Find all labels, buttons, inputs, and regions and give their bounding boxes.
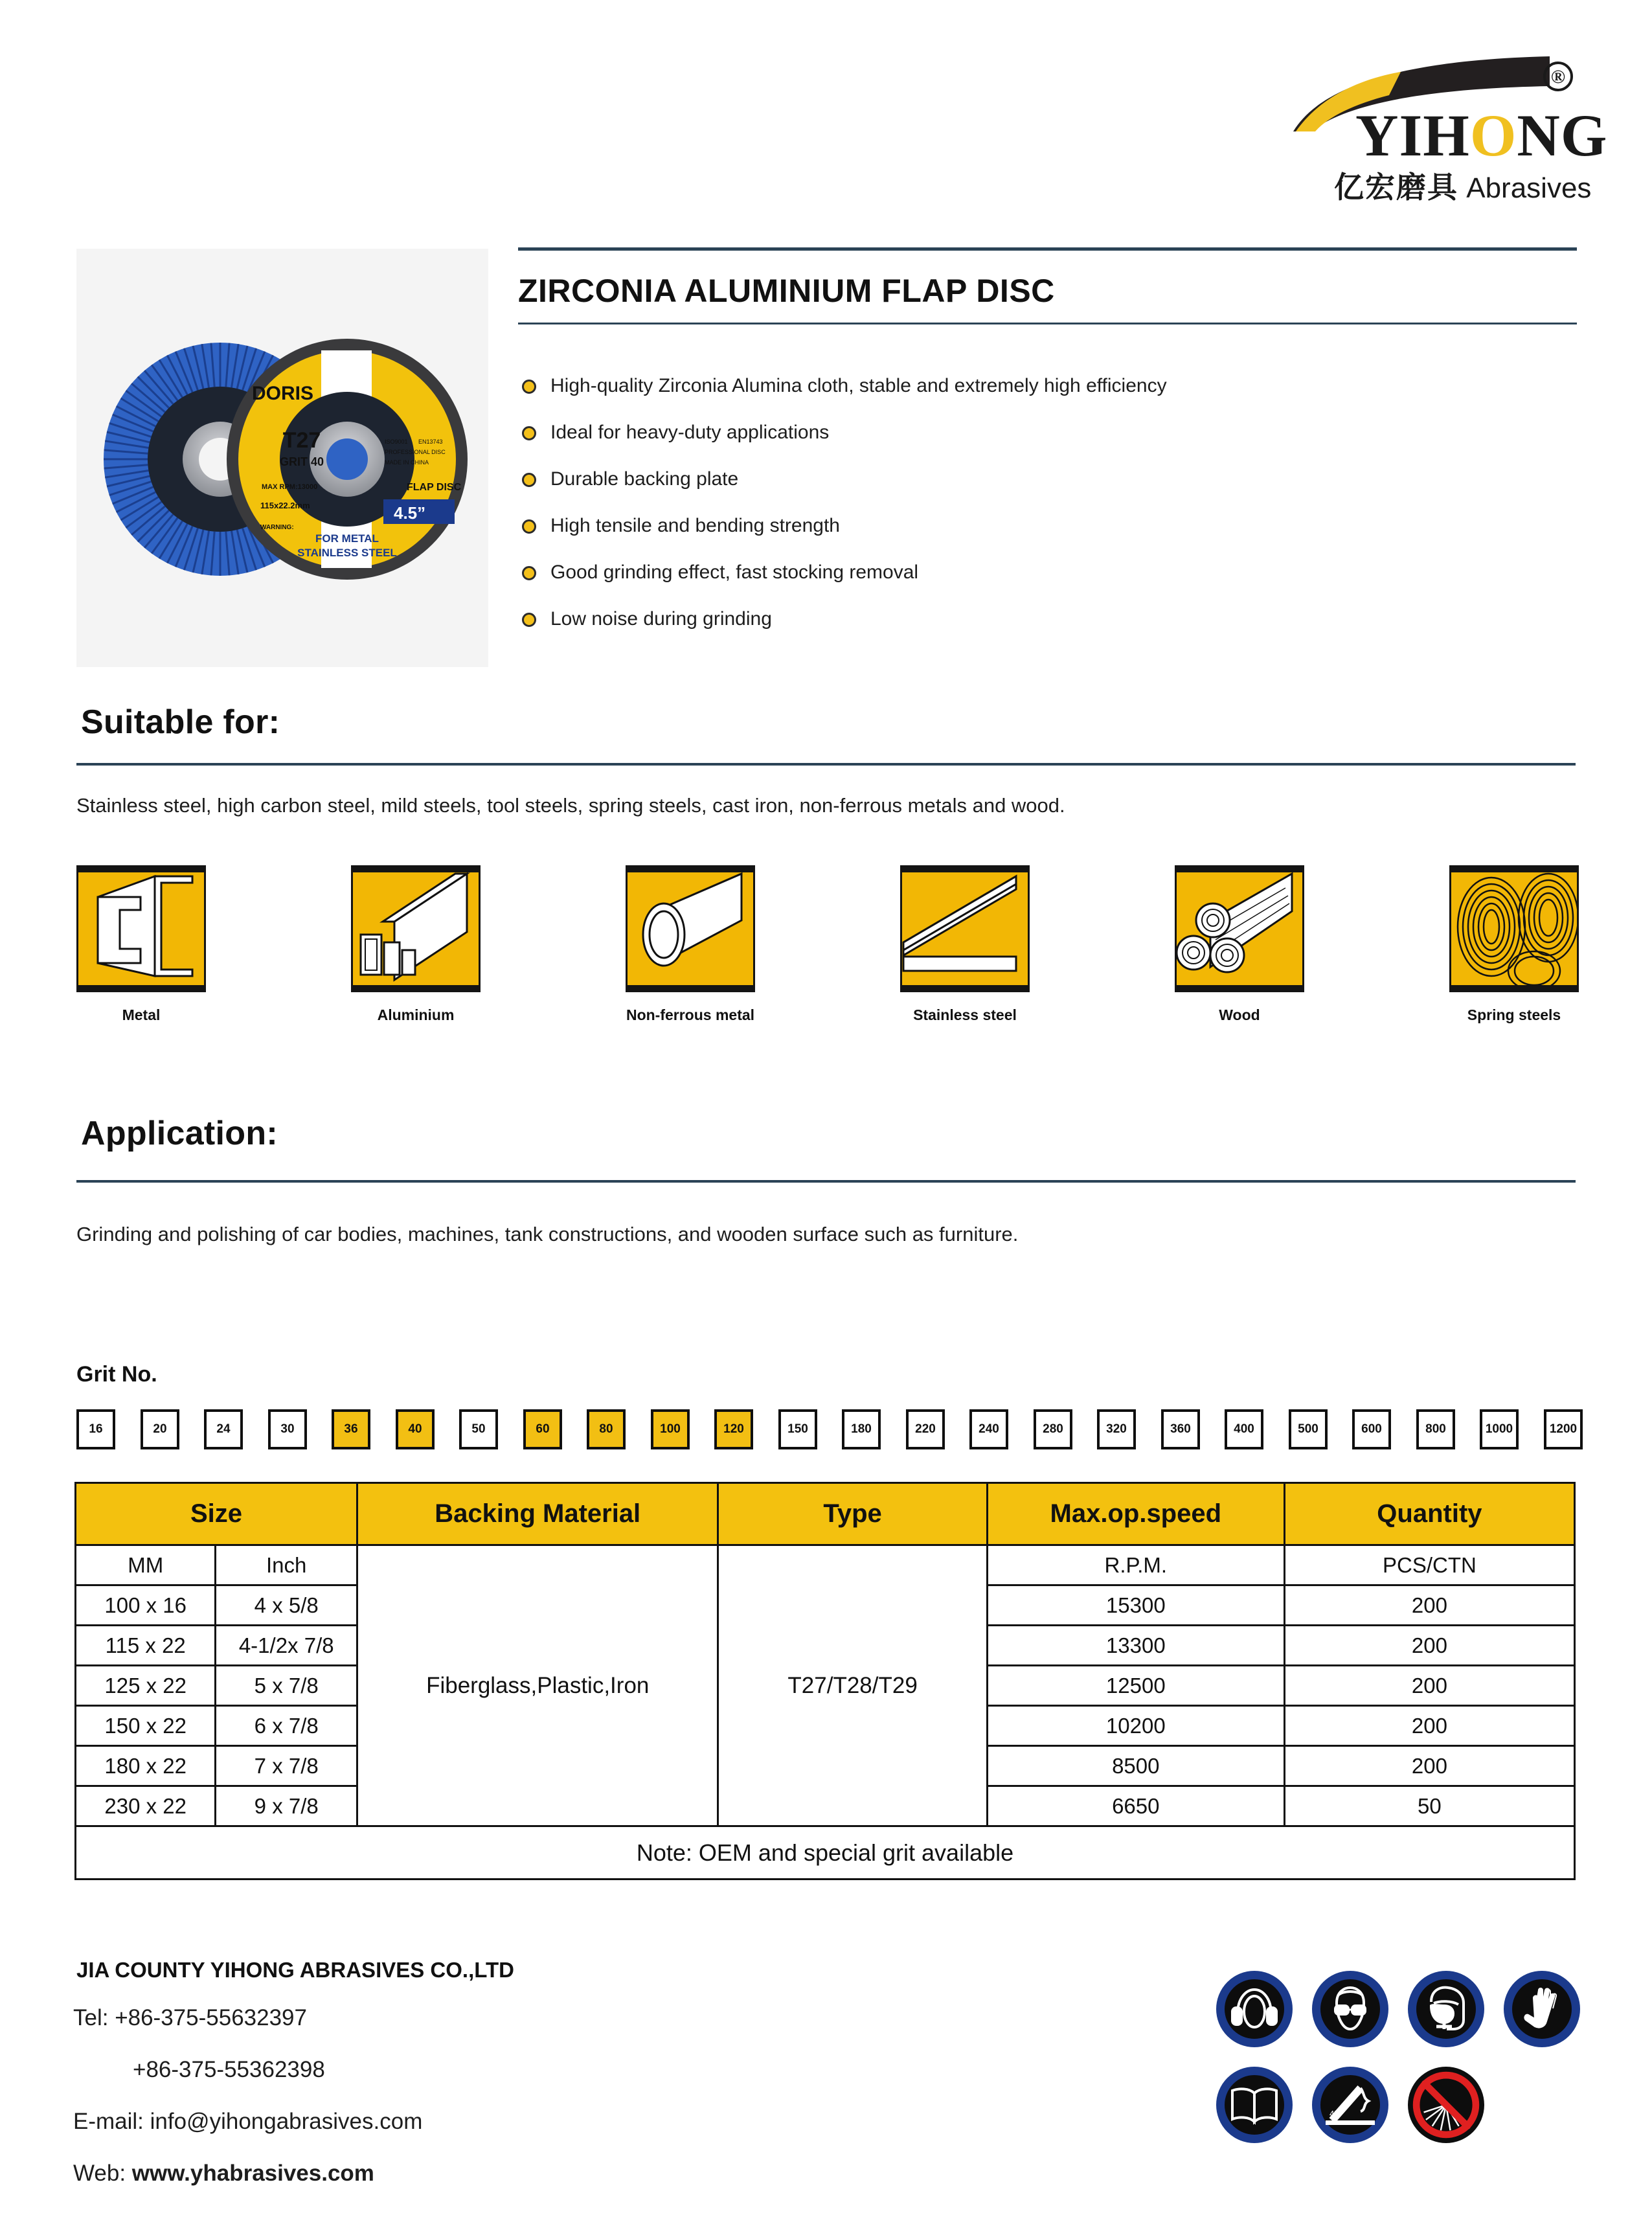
subheader-inch: Inch (216, 1545, 357, 1585)
table-note-row (76, 1826, 1575, 1880)
grit-box-360[interactable]: 360 (1161, 1409, 1200, 1449)
cell-size-mm: 125 x 22 (76, 1666, 216, 1706)
grit-box-400[interactable]: 400 (1225, 1409, 1263, 1449)
web-label: Web: (73, 2161, 132, 2186)
cell-size-inch: 4-1/2x 7/8 (216, 1626, 357, 1666)
gloves-icon (1504, 1971, 1580, 2047)
header-backing: Backing Material (357, 1483, 718, 1545)
logo-wordmark: YIHONG (1355, 102, 1608, 168)
registered-trademark-icon: ® (1543, 62, 1573, 91)
list-item: Durable backing plate (518, 466, 1580, 513)
square-tube-icon (351, 865, 481, 992)
grit-box-150[interactable]: 150 (778, 1409, 817, 1449)
grit-box-100[interactable]: 100 (651, 1409, 690, 1449)
grit-box-36[interactable]: 36 (332, 1409, 370, 1449)
tel-line-1: Tel: +86-375-55632397 (73, 2005, 307, 2030)
grit-box-24[interactable]: 24 (204, 1409, 243, 1449)
list-item: Good grinding effect, fast stocking removal (518, 560, 1580, 606)
bullet-icon (522, 473, 536, 487)
grit-box-600[interactable]: 600 (1352, 1409, 1391, 1449)
cell-rpm: 8500 (987, 1746, 1284, 1786)
grit-box-320[interactable]: 320 (1097, 1409, 1136, 1449)
cell-size-mm: 180 x 22 (76, 1746, 216, 1786)
cell-rpm: 12500 (987, 1666, 1284, 1706)
cell-size-inch: 5 x 7/8 (216, 1666, 357, 1706)
cell-qty: 200 (1284, 1585, 1574, 1626)
list-item: Ideal for heavy-duty applications (518, 420, 1580, 466)
list-item: High-quality Zirconia Alumina cloth, stable and extremely high efficiency (518, 373, 1580, 420)
table-subheader-row (76, 1545, 1575, 1585)
subheader-rpm: R.P.M. (987, 1545, 1284, 1585)
flap-disc-illustration (76, 249, 488, 667)
material-label: Wood (1219, 1006, 1260, 1023)
cell-backing-value: Fiberglass,Plastic,Iron (357, 1545, 718, 1826)
svg-text:DORIS: DORIS (251, 383, 313, 404)
round-pipe-icon (626, 865, 755, 992)
angle-label: 45° (1330, 2109, 1342, 2118)
no-cutting-prohibited-icon (1408, 2067, 1484, 2143)
angle-45-icon (1312, 2067, 1388, 2143)
cell-qty: 200 (1284, 1746, 1574, 1786)
grit-selector-row (76, 1409, 1579, 1451)
grit-box-1000[interactable]: 1000 (1480, 1409, 1519, 1449)
cell-note: Note: OEM and special grit available (76, 1826, 1575, 1880)
title-rule-top (518, 247, 1577, 251)
grit-box-50[interactable]: 50 (459, 1409, 498, 1449)
svg-text:PROFESSIONAL DISC: PROFESSIONAL DISC (385, 449, 446, 455)
svg-text:FLAP DISC: FLAP DISC (407, 482, 462, 493)
web-line (73, 2161, 374, 2186)
company-name: JIA COUNTY YIHONG ABRASIVES CO.,LTD (76, 1958, 514, 1982)
specification-table (74, 1482, 1576, 1880)
coiled-steel-icon (1449, 865, 1579, 992)
grit-box-16[interactable]: 16 (76, 1409, 115, 1449)
header-quantity: Quantity (1284, 1483, 1574, 1545)
eye-protection-icon (1312, 1971, 1388, 2047)
ear-protection-icon (1216, 1971, 1293, 2047)
suitable-body: Stainless steel, high carbon steel, mild steels, tool steels, spring steels, cast iron, non-ferrous metals and wood. (76, 794, 1065, 817)
svg-text:FOR METAL: FOR METAL (315, 532, 379, 545)
bullet-icon (522, 380, 536, 394)
subheader-pcs: PCS/CTN (1284, 1545, 1574, 1585)
svg-text:4.5”: 4.5” (394, 503, 426, 523)
bullet-icon (522, 566, 536, 580)
subheader-mm: MM (76, 1545, 216, 1585)
cell-size-mm: 150 x 22 (76, 1706, 216, 1746)
material-item-stainless (900, 865, 1030, 1024)
material-label: Aluminium (377, 1006, 455, 1023)
cell-type-value: T27/T28/T29 (718, 1545, 987, 1826)
material-label: Stainless steel (913, 1006, 1017, 1023)
title-rule-bottom (518, 323, 1577, 324)
cell-rpm: 6650 (987, 1786, 1284, 1826)
sheet-metal-icon (900, 865, 1030, 992)
wood-logs-icon (1175, 865, 1304, 992)
material-icon-row (76, 865, 1579, 1034)
suitable-heading: Suitable for: (81, 703, 280, 741)
bullet-icon (522, 519, 536, 534)
page-title: ZIRCONIA ALUMINIUM FLAP DISC (518, 273, 1055, 309)
i-beam-icon (76, 865, 206, 992)
svg-text:ISO9001: ISO9001 (385, 438, 408, 445)
feature-list (518, 373, 1580, 653)
svg-text:MADE IN CHINA: MADE IN CHINA (385, 459, 429, 466)
suitable-rule (76, 763, 1576, 766)
svg-text:EN13743: EN13743 (418, 438, 443, 445)
cell-rpm: 15300 (987, 1585, 1284, 1626)
email-line: E-mail: info@yihongabrasives.com (73, 2109, 423, 2134)
grit-box-80[interactable]: 80 (587, 1409, 626, 1449)
svg-text:STAINLESS STEEL: STAINLESS STEEL (297, 547, 397, 559)
grit-box-220[interactable]: 220 (906, 1409, 945, 1449)
svg-text:WARNING:: WARNING: (260, 524, 294, 531)
web-value: www.yhabrasives.com (131, 2161, 374, 2186)
material-item-aluminium (351, 865, 481, 1024)
grit-box-60[interactable]: 60 (523, 1409, 562, 1449)
cell-rpm: 10200 (987, 1706, 1284, 1746)
cell-rpm: 13300 (987, 1626, 1284, 1666)
logo-chinese-name: 亿宏磨具 Abrasives (1334, 170, 1592, 204)
cell-size-inch: 4 x 5/8 (216, 1585, 357, 1626)
cell-size-inch: 6 x 7/8 (216, 1706, 357, 1746)
cell-qty: 200 (1284, 1666, 1574, 1706)
header-size: Size (76, 1483, 357, 1545)
read-manual-icon (1216, 2067, 1293, 2143)
cell-qty: 200 (1284, 1626, 1574, 1666)
grit-title: Grit No. (76, 1362, 157, 1387)
application-body: Grinding and polishing of car bodies, machines, tank constructions, and wooden surface such as furniture. (76, 1223, 1019, 1245)
dust-mask-icon (1408, 1971, 1484, 2047)
bullet-icon (522, 613, 536, 627)
grit-box-40[interactable]: 40 (396, 1409, 435, 1449)
grit-box-500[interactable]: 500 (1289, 1409, 1328, 1449)
cell-size-mm: 115 x 22 (76, 1626, 216, 1666)
company-logo (1273, 55, 1608, 204)
grit-box-20[interactable]: 20 (141, 1409, 179, 1449)
header-speed: Max.op.speed (987, 1483, 1284, 1545)
grit-box-240[interactable]: 240 (969, 1409, 1008, 1449)
material-item-spring (1449, 865, 1579, 1024)
tel-line-2: +86-375-55362398 (133, 2057, 325, 2082)
table-header-row (76, 1483, 1575, 1545)
material-item-nonferrous (626, 865, 755, 1024)
cell-size-inch: 7 x 7/8 (216, 1746, 357, 1786)
svg-text:MAX RPM:13000: MAX RPM:13000 (262, 483, 318, 491)
header-type: Type (718, 1483, 987, 1545)
grit-box-120[interactable]: 120 (714, 1409, 753, 1449)
grit-box-280[interactable]: 280 (1034, 1409, 1072, 1449)
cell-size-mm: 100 x 16 (76, 1585, 216, 1626)
material-label: Spring steels (1467, 1006, 1561, 1023)
product-photo (76, 249, 488, 667)
cell-qty: 50 (1284, 1786, 1574, 1826)
grit-box-1200[interactable]: 1200 (1544, 1409, 1583, 1449)
bullet-icon (522, 426, 536, 440)
svg-text:GRIT 40: GRIT 40 (279, 455, 324, 468)
grit-box-800[interactable]: 800 (1416, 1409, 1455, 1449)
material-item-metal (76, 865, 206, 1024)
cell-qty: 200 (1284, 1706, 1574, 1746)
application-heading: Application: (81, 1115, 278, 1152)
cell-size-inch: 9 x 7/8 (216, 1786, 357, 1826)
svg-text:115x22.2mm: 115x22.2mm (260, 501, 310, 510)
application-rule (76, 1180, 1576, 1183)
material-label: Non-ferrous metal (626, 1006, 755, 1023)
grit-box-180[interactable]: 180 (842, 1409, 881, 1449)
list-item: Low noise during grinding (518, 606, 1580, 653)
material-label: Metal (122, 1006, 161, 1023)
safety-icon-group (1216, 1971, 1579, 2159)
material-item-wood (1175, 865, 1304, 1024)
cell-size-mm: 230 x 22 (76, 1786, 216, 1826)
svg-text:T27: T27 (282, 428, 321, 453)
list-item: High tensile and bending strength (518, 513, 1580, 560)
grit-box-30[interactable]: 30 (268, 1409, 307, 1449)
